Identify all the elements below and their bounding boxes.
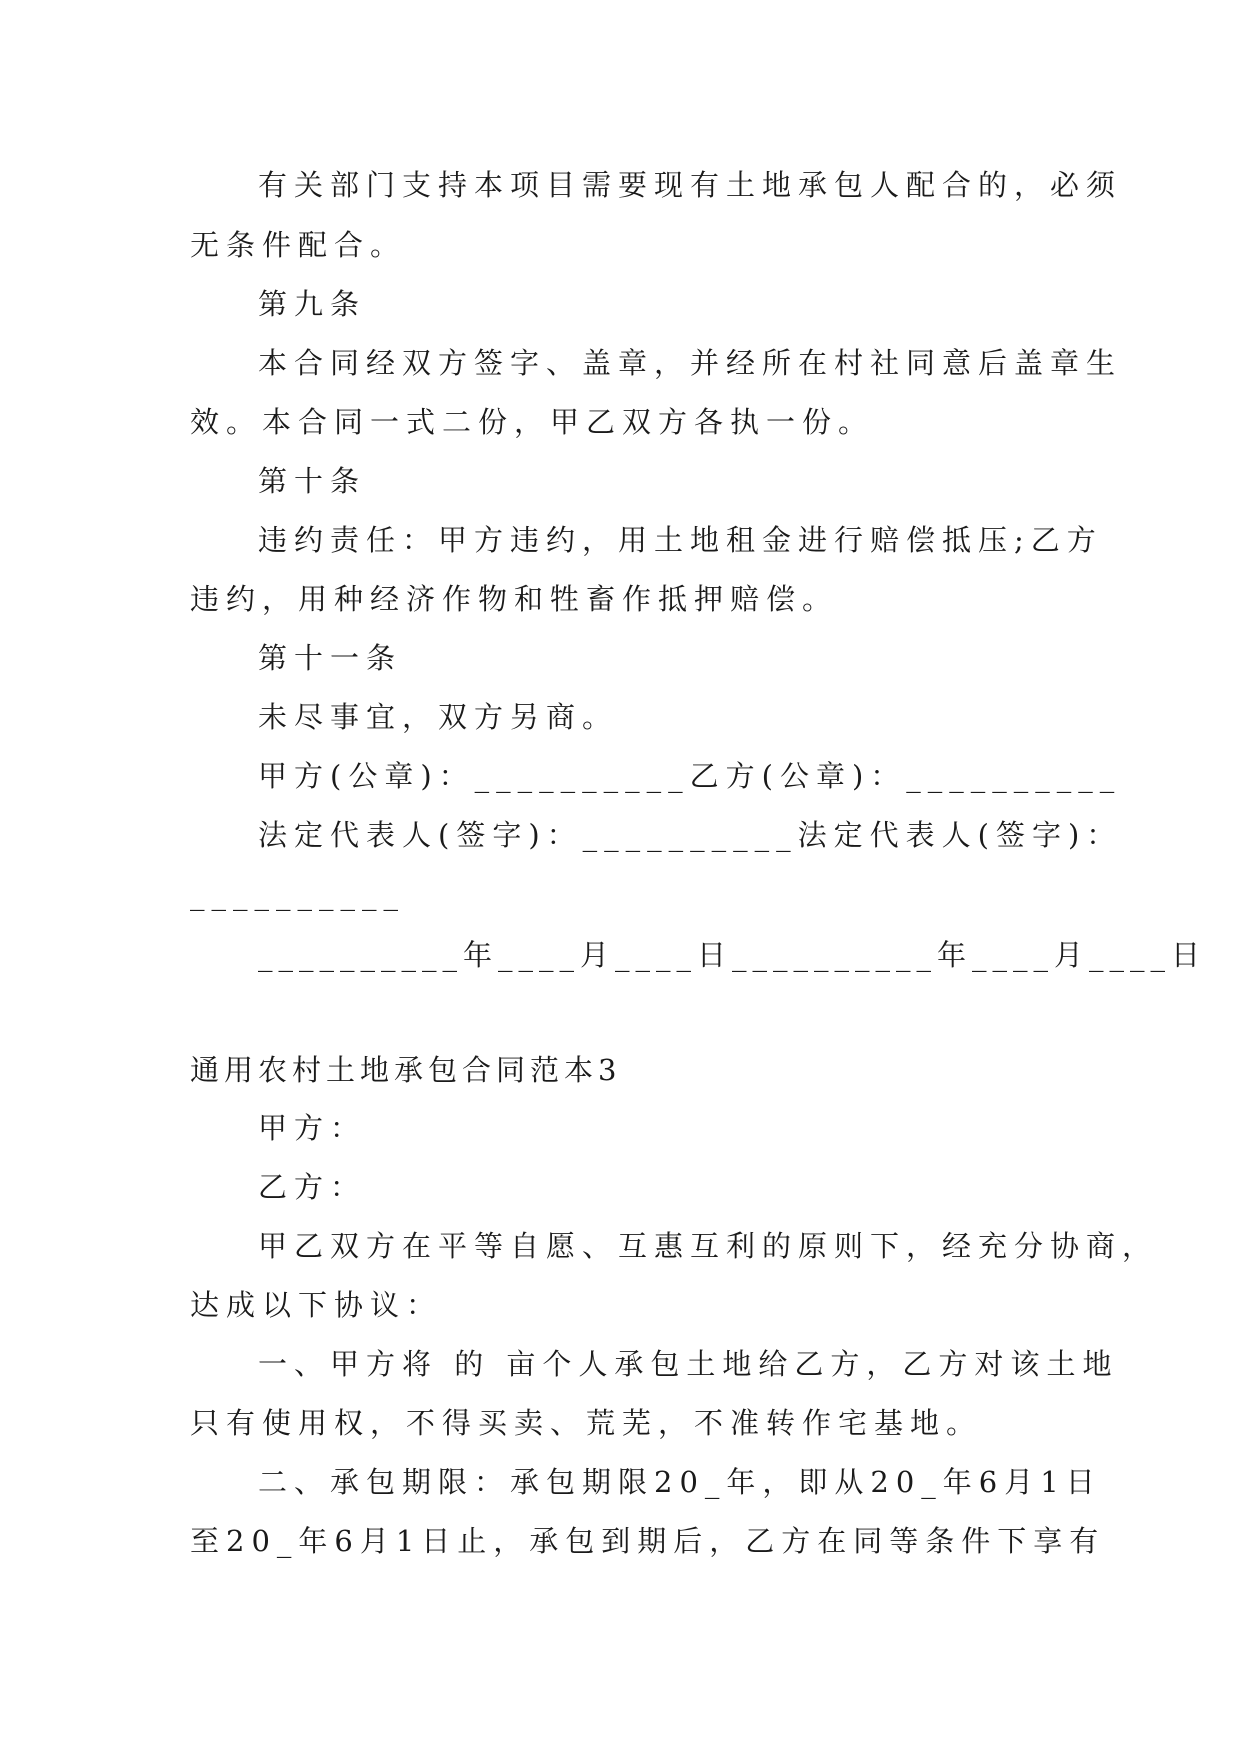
party-b-label: 乙方： bbox=[258, 1170, 367, 1204]
signature-line: 甲方(公章)：__________乙方(公章)：__________ bbox=[258, 759, 1122, 793]
party-a-label: 甲方： bbox=[258, 1111, 367, 1145]
paragraph-line: 无条件配合。 bbox=[190, 228, 407, 262]
article-heading: 第九条 bbox=[258, 287, 367, 321]
signature-line: __________ bbox=[190, 877, 405, 911]
signature-line: 法定代表人(签字)：__________法定代表人(签字)： bbox=[258, 818, 1123, 852]
paragraph-line: 至20_年6月1日止，承包到期后，乙方在同等条件下享有 bbox=[190, 1524, 1106, 1558]
paragraph-line: 只有使用权，不得买卖、荒芜，不准转作宅基地。 bbox=[190, 1406, 983, 1440]
article-heading: 第十条 bbox=[258, 464, 367, 498]
article-heading: 第十一条 bbox=[258, 641, 403, 675]
paragraph-line: 甲乙双方在平等自愿、互惠互利的原则下，经充分协商， bbox=[258, 1229, 1159, 1263]
paragraph-line: 一、甲方将 的 亩个人承包土地给乙方，乙方对该土地 bbox=[258, 1347, 1119, 1381]
paragraph-line: 二、承包期限：承包期限20_年，即从20_年6月1日 bbox=[258, 1465, 1102, 1499]
paragraph-line: 未尽事宜，双方另商。 bbox=[258, 700, 619, 734]
paragraph-line: 本合同经双方签字、盖章，并经所在村社同意后盖章生 bbox=[258, 346, 1123, 380]
paragraph-line: 有关部门支持本项目需要现有土地承包人配合的，必须 bbox=[258, 168, 1123, 202]
section-title: 通用农村土地承包合同范本3 bbox=[190, 1053, 622, 1087]
paragraph-line: 效。本合同一式二份，甲乙双方各执一份。 bbox=[190, 405, 875, 439]
paragraph-line: 违约责任：甲方违约，用土地租金进行赔偿抵压;乙方 bbox=[258, 523, 1103, 557]
date-line: __________年____月____日__________年____月____日 bbox=[258, 938, 1207, 972]
paragraph-line: 违约，用种经济作物和牲畜作抵押赔偿。 bbox=[190, 582, 839, 616]
paragraph-line: 达成以下协议： bbox=[190, 1288, 443, 1322]
